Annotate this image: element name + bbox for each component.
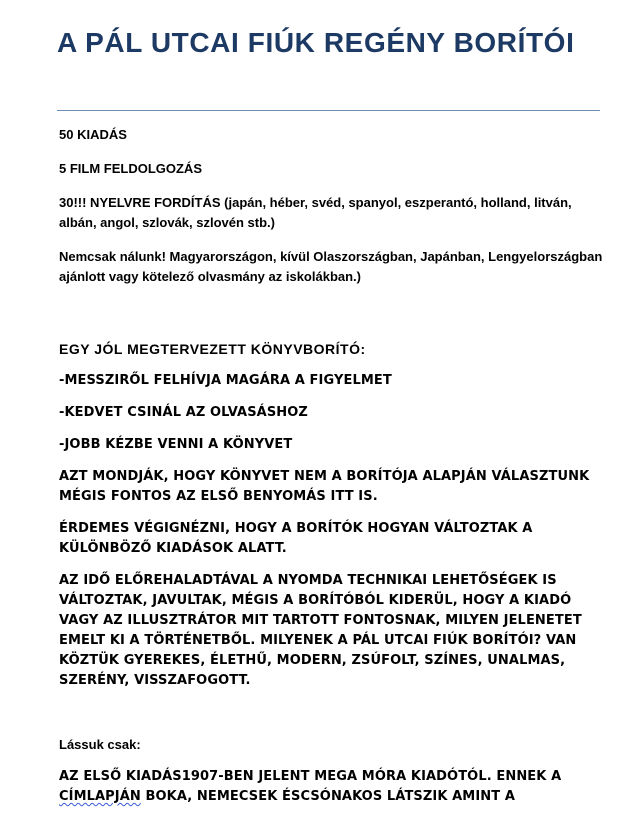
editions-line: 50 KIADÁS (59, 127, 127, 142)
cover-point-2: -KEDVET CSINÁL AZ OLVASÁSHOZ (59, 405, 308, 420)
cover-point-1: -MESSZIRŐL FELHÍVJA MAGÁRA A FIGYELMET (59, 373, 392, 388)
cover-section-heading: EGY JÓL MEGTERVEZETT KÖNYVBORÍTÓ: (59, 341, 366, 357)
first-edition-paragraph (59, 767, 604, 807)
schools-note: Nemcsak nálunk! Magyarországon, kívül Olaszországban, Japánban, Lengyelországban ajánlott vagy kötelező olvasmány az iskolákban.) (59, 249, 603, 284)
spellcheck-underlined-word: CÍMLAPJÁN (59, 789, 141, 804)
translations-line (59, 193, 604, 233)
translations-languages: (japán, héber, svéd, spanyol, eszperantó, holland, litván, albán, angol, szlovák, szlovén stb.) (59, 195, 572, 230)
cover-paragraph-1: AZT MONDJÁK, HOGY KÖNYVET NEM A BORÍTÓJA ALAPJÁN VÁLASZTUNK MÉGIS FONTOS AZ ELSŐ BENYOMÁS ITT IS. (59, 469, 590, 504)
translations-heading: 30!!! NYELVRE FORDÍTÁS (59, 195, 221, 210)
cover-point-3: -JOBB KÉZBE VENNI A KÖNYVET (59, 437, 293, 452)
films-line: 5 FILM FELDOLGOZÁS (59, 161, 202, 176)
page-title: A PÁL UTCAI FIÚK REGÉNY BORÍTÓI (57, 27, 575, 58)
first-edition-text-start: AZ ELSŐ KIADÁS1907-BEN JELENT MEGA MÓRA KIADÓTÓL. ENNEK A (59, 769, 562, 784)
lets-see-line: Lássuk csak: (59, 737, 141, 752)
document-body (59, 125, 604, 807)
title-underline-divider (57, 110, 600, 111)
first-edition-text-end: BOKA, NEMECSEK ÉSCSÓNAKOS LÁTSZIK AMINT A (140, 789, 516, 804)
cover-paragraph-2: ÉRDEMES VÉGIGNÉZNI, HOGY A BORÍTÓK HOGYAN VÁLTOZTAK A KÜLÖNBÖZŐ KIADÁSOK ALATT. (59, 521, 533, 556)
cover-paragraph-3: AZ IDŐ ELŐREHALADTÁVAL A NYOMDA TECHNIKAI LEHETŐSÉGEK IS VÁLTOZTAK, JAVULTAK, MÉGIS A BORÍTÓBÓL KIDERÜL, HOGY A KIADÓ VAGY AZ ILLUSZTRÁTOR MIT TARTOTT FONTOSNAK, MILYEN JELENETET EMELT KI A TÖRTÉNETBŐL. MILYENEK A PÁL UTCAI FIÚK BORÍTÓI? VAN KÖZTÜK GYEREKES, ÉLETHŰ, MODERN, ZSÚFOLT, SZÍNES, UNALMAS, SZERÉNY, VISSZAFOGOTT. (59, 573, 582, 688)
